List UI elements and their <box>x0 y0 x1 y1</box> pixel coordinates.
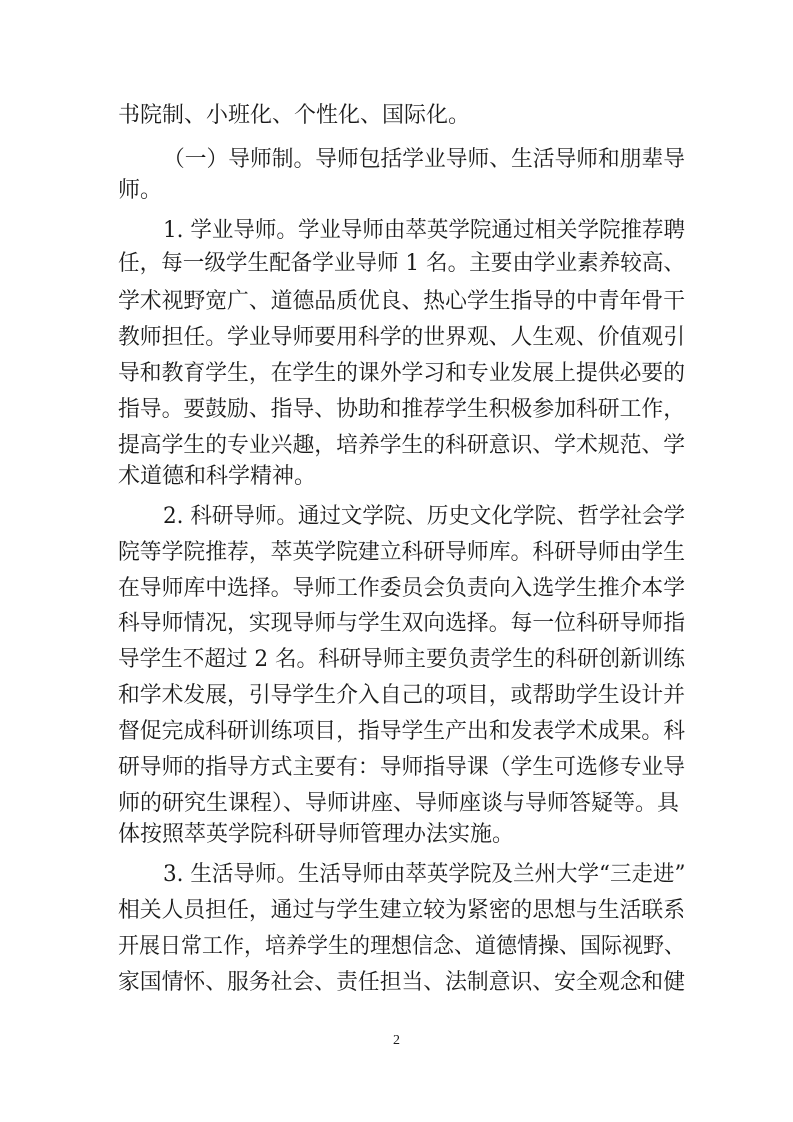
text-line: 提高学生的专业兴趣，培养学生的科研意识、学术规范、学 <box>118 433 686 458</box>
text-line: 研导师的指导方式主要有：导师指导课（学生可选修专业导 <box>118 755 686 780</box>
text-line: 院等学院推荐，萃英学院建立科研导师库。科研导师由学生 <box>118 540 686 565</box>
text-line: 体按照萃英学院科研导师管理办法实施。 <box>118 822 515 847</box>
page-number: 2 <box>393 1033 400 1048</box>
item-heading-line: 2. 科研导师。通过文学院、历史文化学院、哲学社会学 <box>163 504 685 529</box>
item-heading-line: 1. 学业导师。学业导师由萃英学院通过相关学院推荐聘 <box>163 218 685 243</box>
text-line: 术道德和科学精神。 <box>118 464 317 489</box>
text-line: 指导。要鼓励、指导、协助和推荐学生积极参加科研工作， <box>118 397 686 422</box>
text-line: 督促完成科研训练项目，指导学生产出和发表学术成果。科 <box>118 719 686 744</box>
text-line: 和学术发展，引导学生介入自己的项目，或帮助学生设计并 <box>118 683 686 708</box>
text-line: 导学生不超过 2 名。科研导师主要负责学生的科研创新训练 <box>118 647 685 672</box>
text-line: 书院制、小班化、个性化、国际化。 <box>118 103 471 128</box>
text-line: 师。 <box>118 178 163 203</box>
text-line: 家国情怀、服务社会、责任担当、法制意识、安全观念和健 <box>118 970 686 995</box>
text-line: 科导师情况，实现导师与学生双向选择。每一位科研导师指 <box>118 611 686 636</box>
text-line: 导和教育学生，在学生的课外学习和专业发展上提供必要的 <box>118 361 686 386</box>
text-line: 在导师库中选择。导师工作委员会负责向入选学生推介本学 <box>118 576 686 601</box>
item-heading-line: 3. 生活导师。生活导师由萃英学院及兰州大学“三走进” <box>163 862 686 887</box>
text-line: 相关人员担任，通过与学生建立较为紧密的思想与生活联系 <box>118 898 686 923</box>
text-line: 教师担任。学业导师要用科学的世界观、人生观、价值观引 <box>118 325 686 350</box>
text-line: 开展日常工作，培养学生的理想信念、道德情操、国际视野、 <box>118 934 686 959</box>
text-line: 师的研究生课程）、导师讲座、导师座谈与导师答疑等。具 <box>118 791 680 816</box>
text-line: 任，每一级学生配备学业导师 1 名。主要由学业素养较高、 <box>118 251 685 276</box>
text-line: 学术视野宽广、道德品质优良、热心学生指导的中青年骨干 <box>118 289 686 314</box>
section-heading-line: （一）导师制。导师包括学业导师、生活导师和朋辈导 <box>163 147 686 172</box>
